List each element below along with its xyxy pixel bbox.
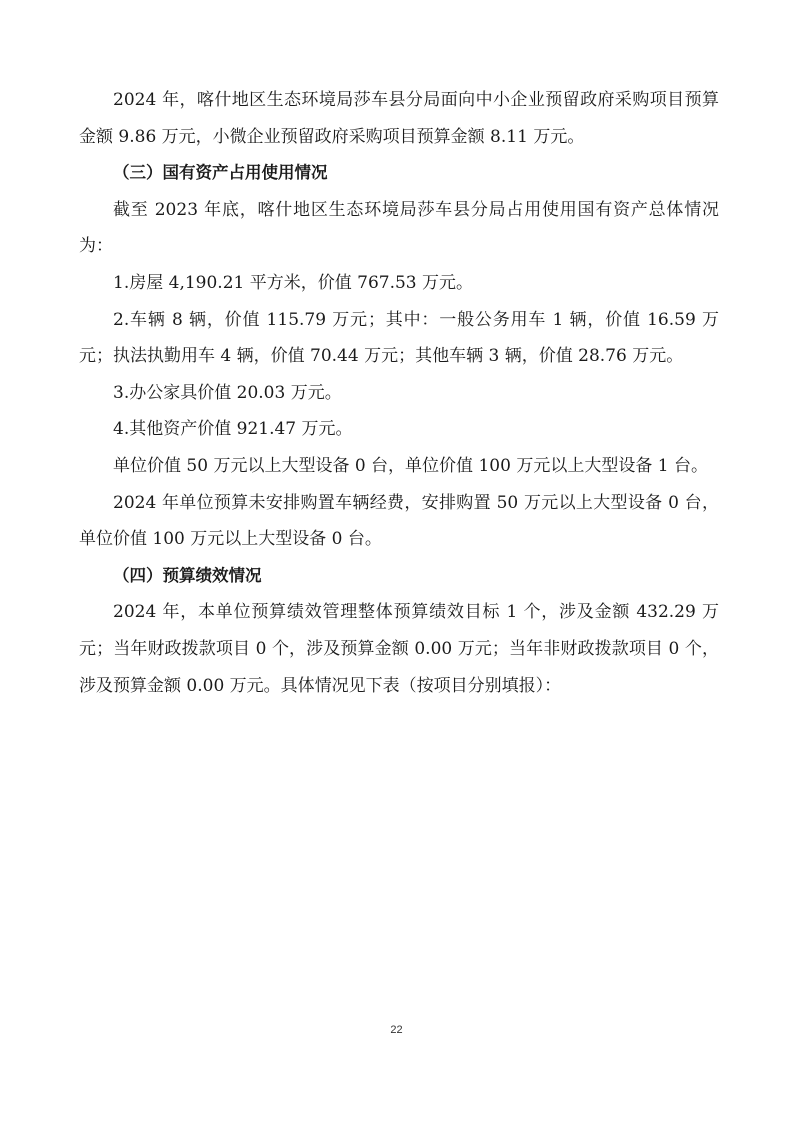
paragraph-assets-intro: 截至 2023 年底，喀什地区生态环境局莎车县分局占用使用国有资产总体情况为： [79, 199, 719, 257]
paragraph-large-equipment: 单位价值 50 万元以上大型设备 0 台，单位价值 100 万元以上大型设备 1 台。 [113, 455, 708, 476]
paragraph-performance-targets: 2024 年，本单位预算绩效管理整体预算绩效目标 1 个，涉及金额 432.29 万元；当年财政拨款项目 0 个，涉及预算金额 0.00 万元；当年非财政拨款项目 0 个，涉及预算金额 0.00 万元。具体情况见下表（按项目分别填报）： [79, 602, 719, 696]
paragraph-assets-vehicles: 2.车辆 8 辆，价值 115.79 万元；其中：一般公务用车 1 辆，价值 16.59 万元；执法执勤用车 4 辆，价值 70.44 万元；其他车辆 3 辆，价值 28.76 万元。 [79, 309, 719, 367]
section-heading-performance: （四）预算绩效情况 [113, 565, 262, 585]
paragraph-budget-purchases: 2024 年单位预算未安排购置车辆经费，安排购置 50 万元以上大型设备 0 台，单位价值 100 万元以上大型设备 0 台。 [79, 492, 719, 550]
document-body [79, 82, 719, 704]
paragraph-assets-furniture: 3.办公家具价值 20.03 万元。 [113, 382, 342, 403]
section-heading-state-assets: （三）国有资产占用使用情况 [113, 163, 328, 183]
paragraph-assets-other: 4.其他资产价值 921.47 万元。 [113, 419, 353, 440]
paragraph-sme-procurement: 2024 年，喀什地区生态环境局莎车县分局面向中小企业预留政府采购项目预算金额 9.86 万元，小微企业预留政府采购项目预算金额 8.11 万元。 [79, 90, 719, 147]
page-number: 22 [390, 1024, 403, 1036]
paragraph-assets-buildings: 1.房屋 4,190.21 平方米，价值 767.53 万元。 [113, 272, 474, 293]
